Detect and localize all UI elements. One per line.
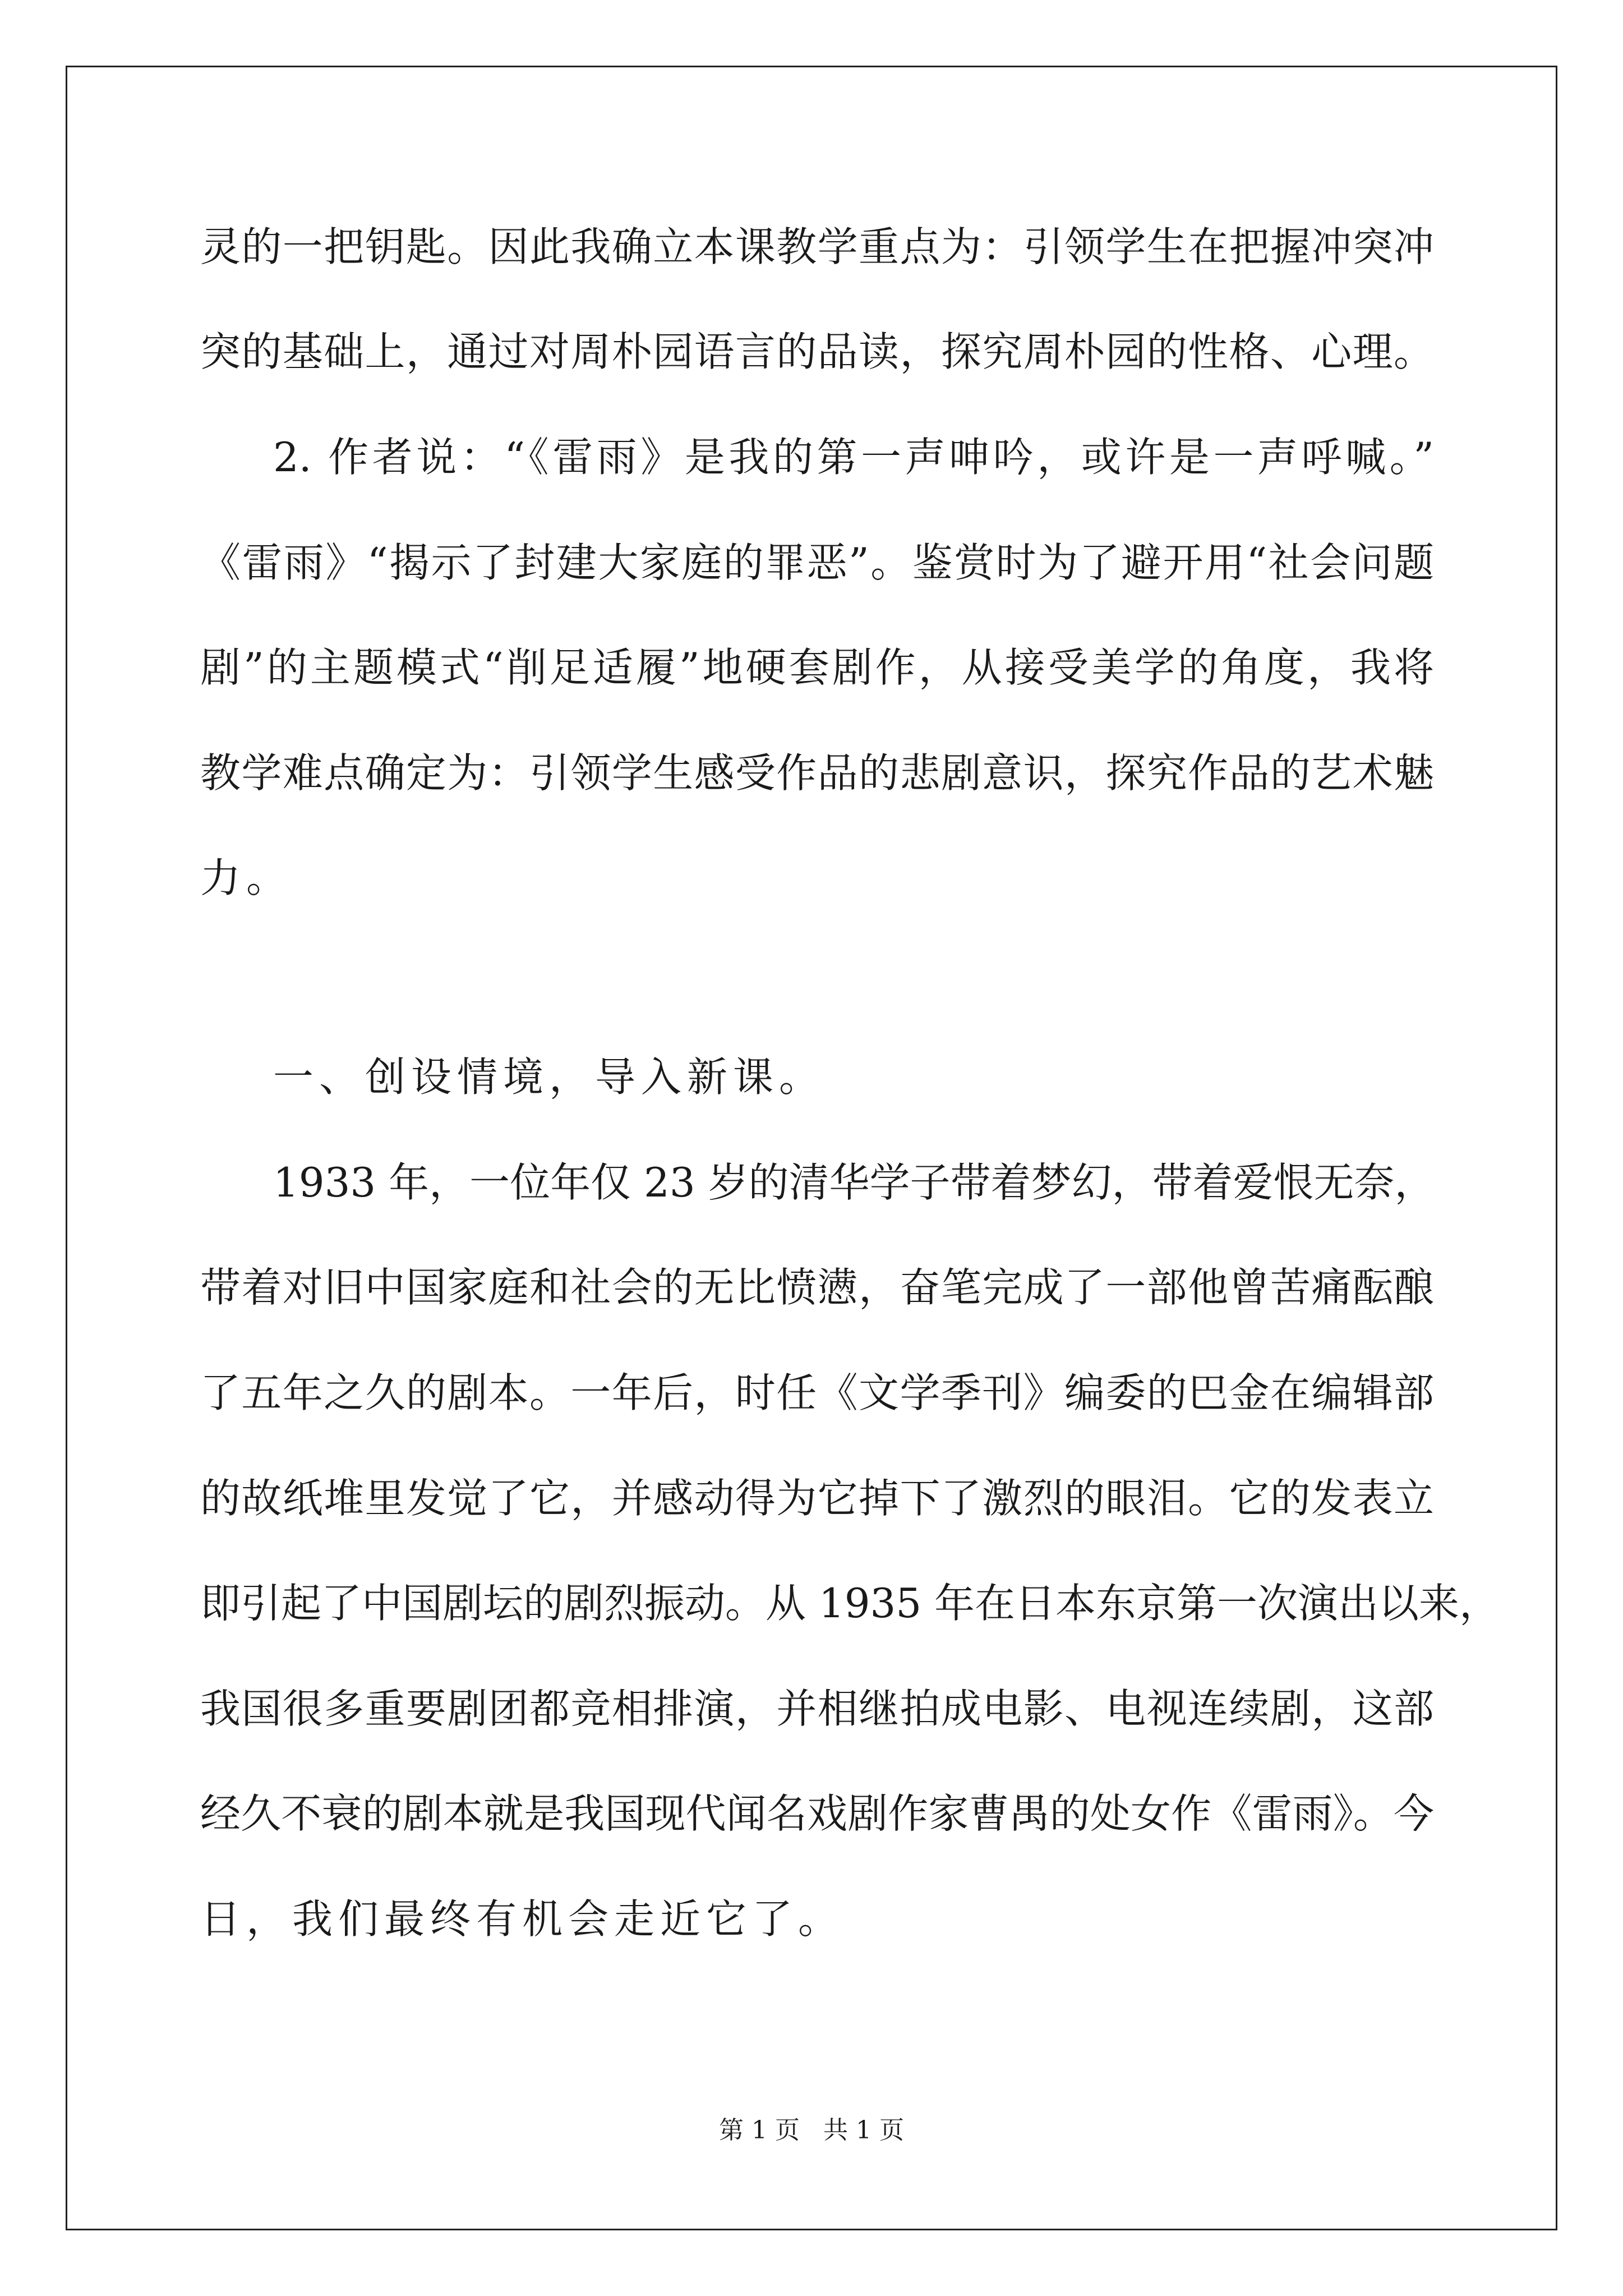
text-line: 我国很多重要剧团都竞相排演，并相继拍成电影、电视连续剧，这部 xyxy=(200,1685,1434,1732)
text-line: 突的基础上，通过对周朴园语言的品读，探究周朴园的性格、心理。 xyxy=(200,328,1434,375)
text-line: 灵的一把钥匙。因此我确立本课教学重点为：引领学生在把握冲突冲 xyxy=(200,223,1434,270)
text-line: 剧”的主题模式“削足适履”地硬套剧作，从接受美学的角度，我将 xyxy=(200,644,1434,691)
section-heading: 一、创设情境，导入新课。 xyxy=(273,1053,826,1101)
text-line: 的故纸堆里发觉了它，并感动得为它掉下了激烈的眼泪。它的发表立 xyxy=(200,1475,1434,1522)
text-line: 带着对旧中国家庭和社会的无比愤懑，奋笔完成了一部他曾苦痛酝酿 xyxy=(200,1264,1434,1311)
text-line: 力。 xyxy=(200,854,293,901)
text-line: 1933 年，一位年仅 23 岁的清华学子带着梦幻，带着爱恨无奈， xyxy=(273,1159,1435,1206)
text-line: 日，我们最终有机会走近它了。 xyxy=(200,1895,845,1943)
text-line: 《雷雨》“揭示了封建大家庭的罪恶”。鉴赏时为了避开用“社会问题 xyxy=(200,539,1434,586)
text-line: 教学难点确定为：引领学生感受作品的悲剧意识，探究作品的艺术魅 xyxy=(200,749,1434,797)
text-line: 经久不衰的剧本就是我国现代闻名戏剧作家曹禺的处女作《雷雨》。今 xyxy=(200,1790,1434,1837)
text-line: 2. 作者说：“《雷雨》是我的第一声呻吟，或许是一声呼喊。” xyxy=(273,434,1434,481)
text-line: 即引起了中国剧坛的剧烈振动。从 1935 年在日本东京第一次演出以来， xyxy=(200,1580,1500,1627)
text-line: 了五年之久的剧本。一年后，时任《文学季刊》编委的巴金在编辑部 xyxy=(200,1369,1434,1416)
page-footer: 第 1 页 共 1 页 xyxy=(719,2116,904,2145)
